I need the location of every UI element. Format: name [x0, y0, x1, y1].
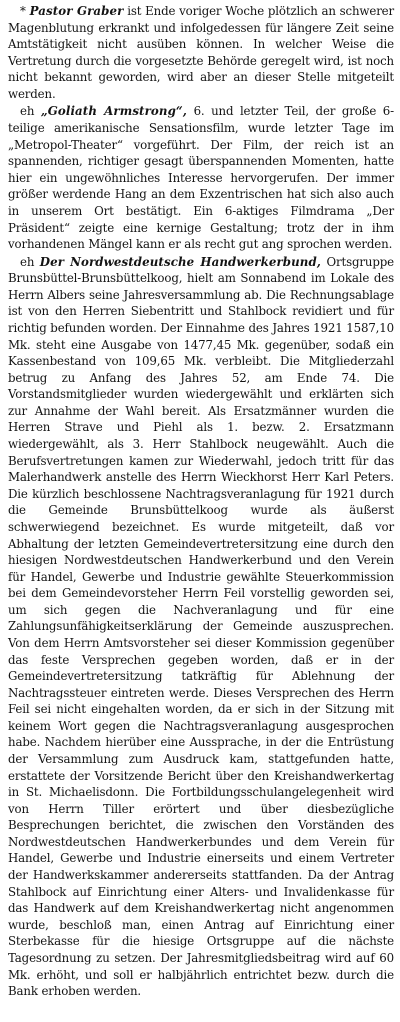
article-pastor-graber	[8, 3, 394, 102]
article-goliath-armstrong	[8, 103, 394, 252]
article-prefix: *	[20, 4, 30, 18]
article-handwerkerbund	[8, 254, 394, 1000]
article-body: 6. und letzter Teil, der große 6-teilige amerikanische Sensationsfilm, wurde letzter Tage im „Metropol-Theater“ vorgeführt. Der Film, der reich ist an spannenden, richtiger gesagt überspannenden Momenten, hatte hier ein ungewöhnliches Interesse hervorgerufen. Der immer größer werdende Hang an dem Exzentrischen hat sich also auch in unserem Ort bestätigt. Ein 6-aktiges Filmdrama „Der Präsident“ zeigte eine kernige Gestaltung; trotz der in ihm vorhandenen Mängel kann er als recht gut ang sprochen werden.	[8, 104, 394, 252]
article-headline: „Goliath Armstrong“,	[40, 104, 188, 119]
article-body: ist Ende voriger Woche plötzlich an schwerer Magenblutung erkrankt und infolgedessen für längere Zeit seine Amtstätigkeit nicht ausüben können. In welcher Weise die Vertretung durch die vorgesetzte Behörde geregelt wird, ist noch nicht bekannt geworden, wird aber an dieser Stelle mitgeteilt werden.	[8, 4, 394, 101]
article-headline: Der Nordwestdeutsche Handwerkerbund,	[39, 254, 322, 269]
article-body: Ortsgruppe Brunsbüttel-Brunsbüttelkoog, hielt am Sonnabend im Lokale des Herrn Albers seine Jahresversammlung ab. Die Rechnungsablage ist von den Herren Siebentritt und Stahlbock revidiert und für richtig befunden worden. Der Einnahme des Jahres 1921 1587,10 Mk. steht eine Ausgabe von 1477,45 Mk. gegenüber, sodaß ein Kassenbestand von 109,65 Mk. verbleibt. Die Mitgliederzahl betrug zu Anfang des Jahres 52, am Ende 74. Die Vorstandsmitglieder wurden wiedergewählt und erklärten sich zur Annahme der Wahl bereit. Als Ersatzmänner wurden die Herren Strave und Piehl als 1. bezw. 2. Ersatzmann wiedergewählt, als 3. Herr Stahlbock neugewählt. Auch die Berufsvertretungen kamen zur Wiederwahl, jedoch tritt für das Malerhandwerk anstelle des Herrn Wieckhorst Herr Karl Peters. Die kürzlich beschlossene Nachtragsveranlagung für 1921 durch die Gemeinde Brunsbüttelkoog wurde als äußerst schwerwiegend bezeichnet. Es wurde mitgeteilt, daß vor Abhaltung der letzten Gemeindevertretersitzung eine durch den hiesigen Nordwestdeutschen Handwerkerbund und den Verein für Handel, Gewerbe und Industrie gewählte Steuerkommission bei dem Gemeindevorsteher Herrn Feil vorstellig geworden sei, um sich gegen die Nachveranlagung und für eine Zahlungsunfähigkeitserklärung der Gemeinde auszusprechen. Von dem Herrn Amtsvorsteher sei dieser Kommission gegenüber das feste Versprechen gegeben worden, daß er in der Gemeindevertretersitzung tatkräftig für Ablehnung der Nachtragssteuer eintreten werde. Dieses Versprechen des Herrn Feil sei nicht eingehalten worden, da er sich in der Sitzung mit keinem Wort gegen die Nachtragsveranlagung ausgesprochen habe. Nachdem hierüber eine Aussprache, in der die Entrüstung der Versammlung zum Ausdruck kam, stattgefunden hatte, erstattete der Vorsitzende Bericht über den Kreishandwerkertag in St. Michaelisdonn. Die Fortbildungsschulangelegenheit wird von Herrn Tiller erörtert und über diesbezügliche Besprechungen berichtet, die zwischen den Vorständen des Nordwestdeutschen Handwerkerbundes und dem Verein für Handel, Gewerbe und Industrie einerseits und einem Vertreter der Handwerkskammer andererseits stattfanden. Da der Antrag Stahlbock auf Einrichtung einer Alters- und Invalidenkasse für das Handwerk auf dem Kreishandwerkertag nicht angenommen wurde, beschloß man, einen Antrag auf Einrichtung einer Sterbekasse für die hiesige Ortsgruppe auf die nächste Tagesordnung zu setzen. Der Jahresmitgliedsbeitrag wird auf 60 Mk. erhöht, und soll er halbjährlich entrichtet bezw. durch die Bank erhoben werden.	[8, 254, 394, 999]
article-prefix: eh	[20, 104, 41, 119]
article-prefix: eh	[20, 254, 40, 269]
article-headline: Pastor Graber	[29, 4, 124, 18]
